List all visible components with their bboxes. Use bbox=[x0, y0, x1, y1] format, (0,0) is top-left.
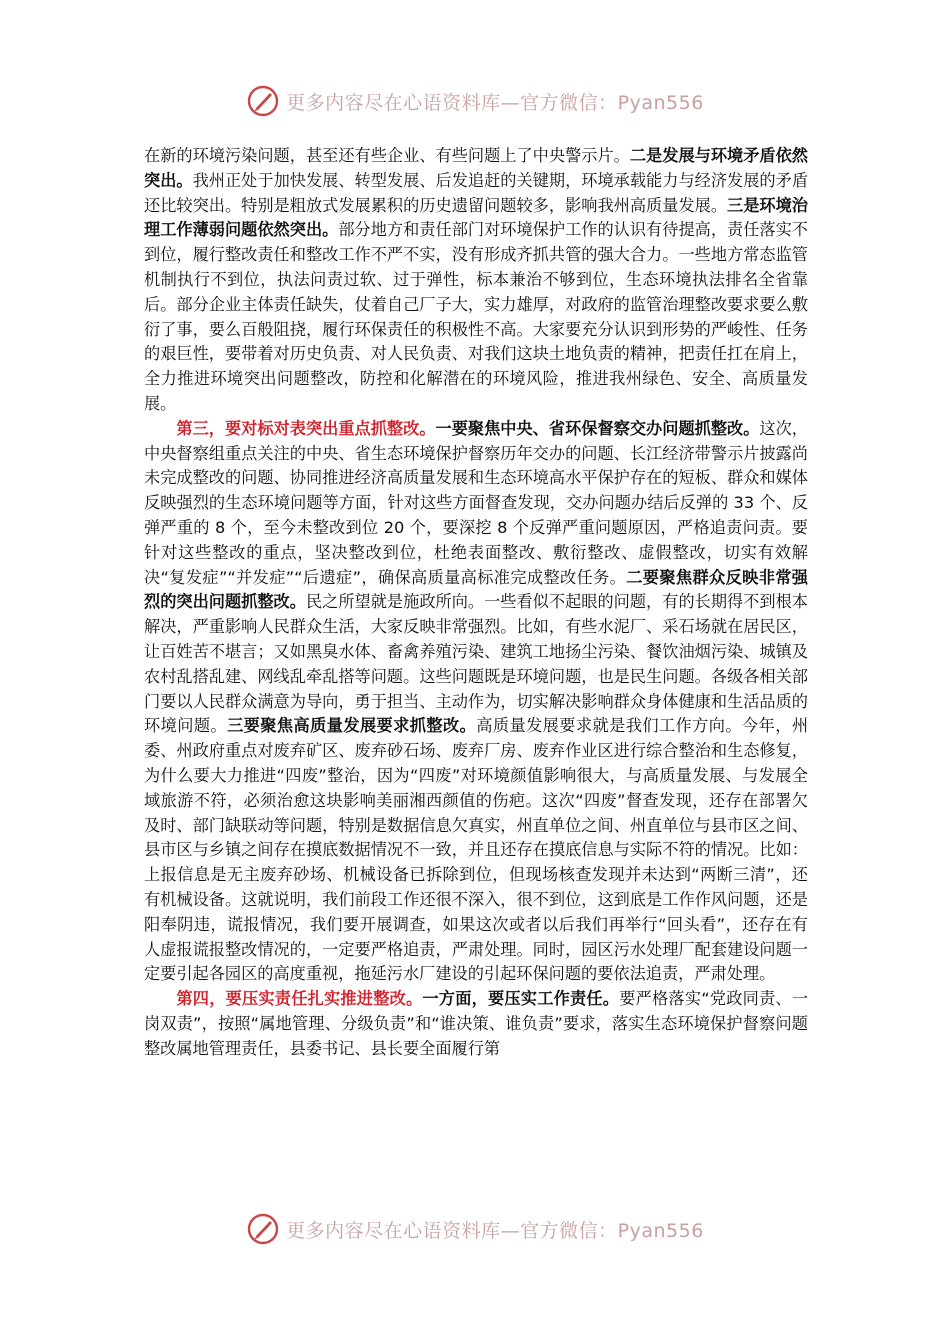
footer-banner bbox=[0, 1212, 950, 1246]
section-heading-4: 第四，要压实责任扎实推进整改。 bbox=[176, 989, 423, 1009]
document-body bbox=[144, 144, 808, 1061]
paragraph-2: 第三，要对标对表突出重点抓整改。一要聚焦中央、省环保督察交办问题抓整改。这次，中央督察组重点关注的中央、省生态环境保护督察历年交办的问题、长江经济带警示片披露尚未完成整改的问题、协同推进经济高质量发展和生态环境高水平保护存在的短板、群众和媒体反映强烈的生态环境问题等方面，针对这些方面督查发现，交办问题办结后反弹的 33 个、反弹严重的 8 个，至今未整改到位 20 个，要深挖 8 个反弹严重问题原因，严格追责问责。要针对这些整改的重点，坚决整改到位，杜绝表面整改、敷衍整改、虚假整改，切实有效解决“复发症”“并发症”“后遗症”，确保高质量高标准完成整改任务。二要聚焦群众反映非常强烈的突出问题抓整改。民之所望就是施政所向。一些看似不起眼的问题，有的长期得不到根本解决，严重影响人民群众生活，大家反映非常强烈。比如，有些水泥厂、采石场就在居民区，让百姓苦不堪言；又如黑臭水体、畜禽养殖污染、建筑工地扬尘污染、餐饮油烟污染、城镇及农村乱搭乱建、网线乱牵乱搭等问题。这些问题既是环境问题，也是民生问题。各级各相关部门要以人民群众满意为导向，勇于担当、主动作为，切实解决影响群众身体健康和生活品质的环境问题。三要聚焦高质量发展要求抓整改。高质量发展要求就是我们工作方向。今年，州委、州政府重点对废弃矿区、废弃砂石场、废弃厂房、废弃作业区进行综合整治和生态修复，为什么要大力推进“四废”整治，因为“四废”对环境颜值影响很大，与高质量发展、与发展全域旅游不符，必须治愈这块影响美丽湘西颜值的伤疤。这次“四废”督查发现，还存在部署欠及时、部门缺联动等问题，特别是数据信息欠真实，州直单位之间、州直单位与县市区之间、县市区与乡镇之间存在摸底数据情况不一致，并且还存在摸底信息与实际不符的情况。比如：上报信息是无主废弃砂场、机械设备已拆除到位，但现场核查发现并未达到“两断三清”，还有机械设备。这就说明，我们前段工作还很不深入，很不到位，这到底是工作作风问题，还是阳奉阴违，谎报情况，我们要开展调查，如果这次或者以后我们再举行“回头看”，还存在有人虚报谎报整改情况的，一定要严格追责，严肃处理。同时，园区污水处理厂配套建设问题一定要引起各园区的高度重视，拖延污水厂建设的引起环保问题的要依法追责，严肃处理。 bbox=[144, 418, 809, 984]
paragraph-3: 第四，要压实责任扎实推进整改。一方面，要压实工作责任。要严格落实“党政同责、一岗双责”，按照“属地管理、分级负责”和“谁决策、谁负责”要求，落实生态环境保护督察问题整改属地管理责任，县委书记、县长要全面履行第 bbox=[144, 989, 809, 1058]
header-banner-text: 更多内容尽在心语资料库—官方微信：Pyan556 bbox=[286, 91, 704, 114]
pen-logo-icon bbox=[246, 84, 280, 118]
footer-banner-text: 更多内容尽在心语资料库—官方微信：Pyan556 bbox=[286, 1219, 704, 1242]
pen-logo-icon bbox=[246, 1212, 280, 1246]
paragraph-1: 在新的环境污染问题，甚至还有些企业、有些问题上了中央警示片。二是发展与环境矛盾依然突出。我州正处于加快发展、转型发展、后发追赶的关键期，环境承载能力与经济发展的矛盾还比较突出。特别是粗放式发展累积的历史遗留问题较多，影响我州高质量发展。三是环境治理工作薄弱问题依然突出。部分地方和责任部门对环境保护工作的认识有待提高，责任落实不到位，履行整改责任和整改工作不严不实，没有形成齐抓共管的强大合力。一些地方常态监管机制执行不到位，执法问责过软、过于弹性，标本兼治不够到位，生态环境执法排名全省靠后。部分企业主体责任缺失，仗着自己厂子大，实力雄厚，对政府的监管治理整改要求要么敷衍了事，要么百般阻挠，履行环保责任的积极性不高。大家要充分认识到形势的严峻性、任务的艰巨性，要带着对历史负责、对人民负责、对我们这块土地负责的精神，把责任扛在肩上，全力推进环境突出问题整改，防控和化解潜在的环境风险，推进我州绿色、安全、高质量发展。 bbox=[144, 146, 809, 413]
section-heading-3: 第三，要对标对表突出重点抓整改。 bbox=[176, 418, 436, 438]
header-banner bbox=[0, 84, 950, 118]
